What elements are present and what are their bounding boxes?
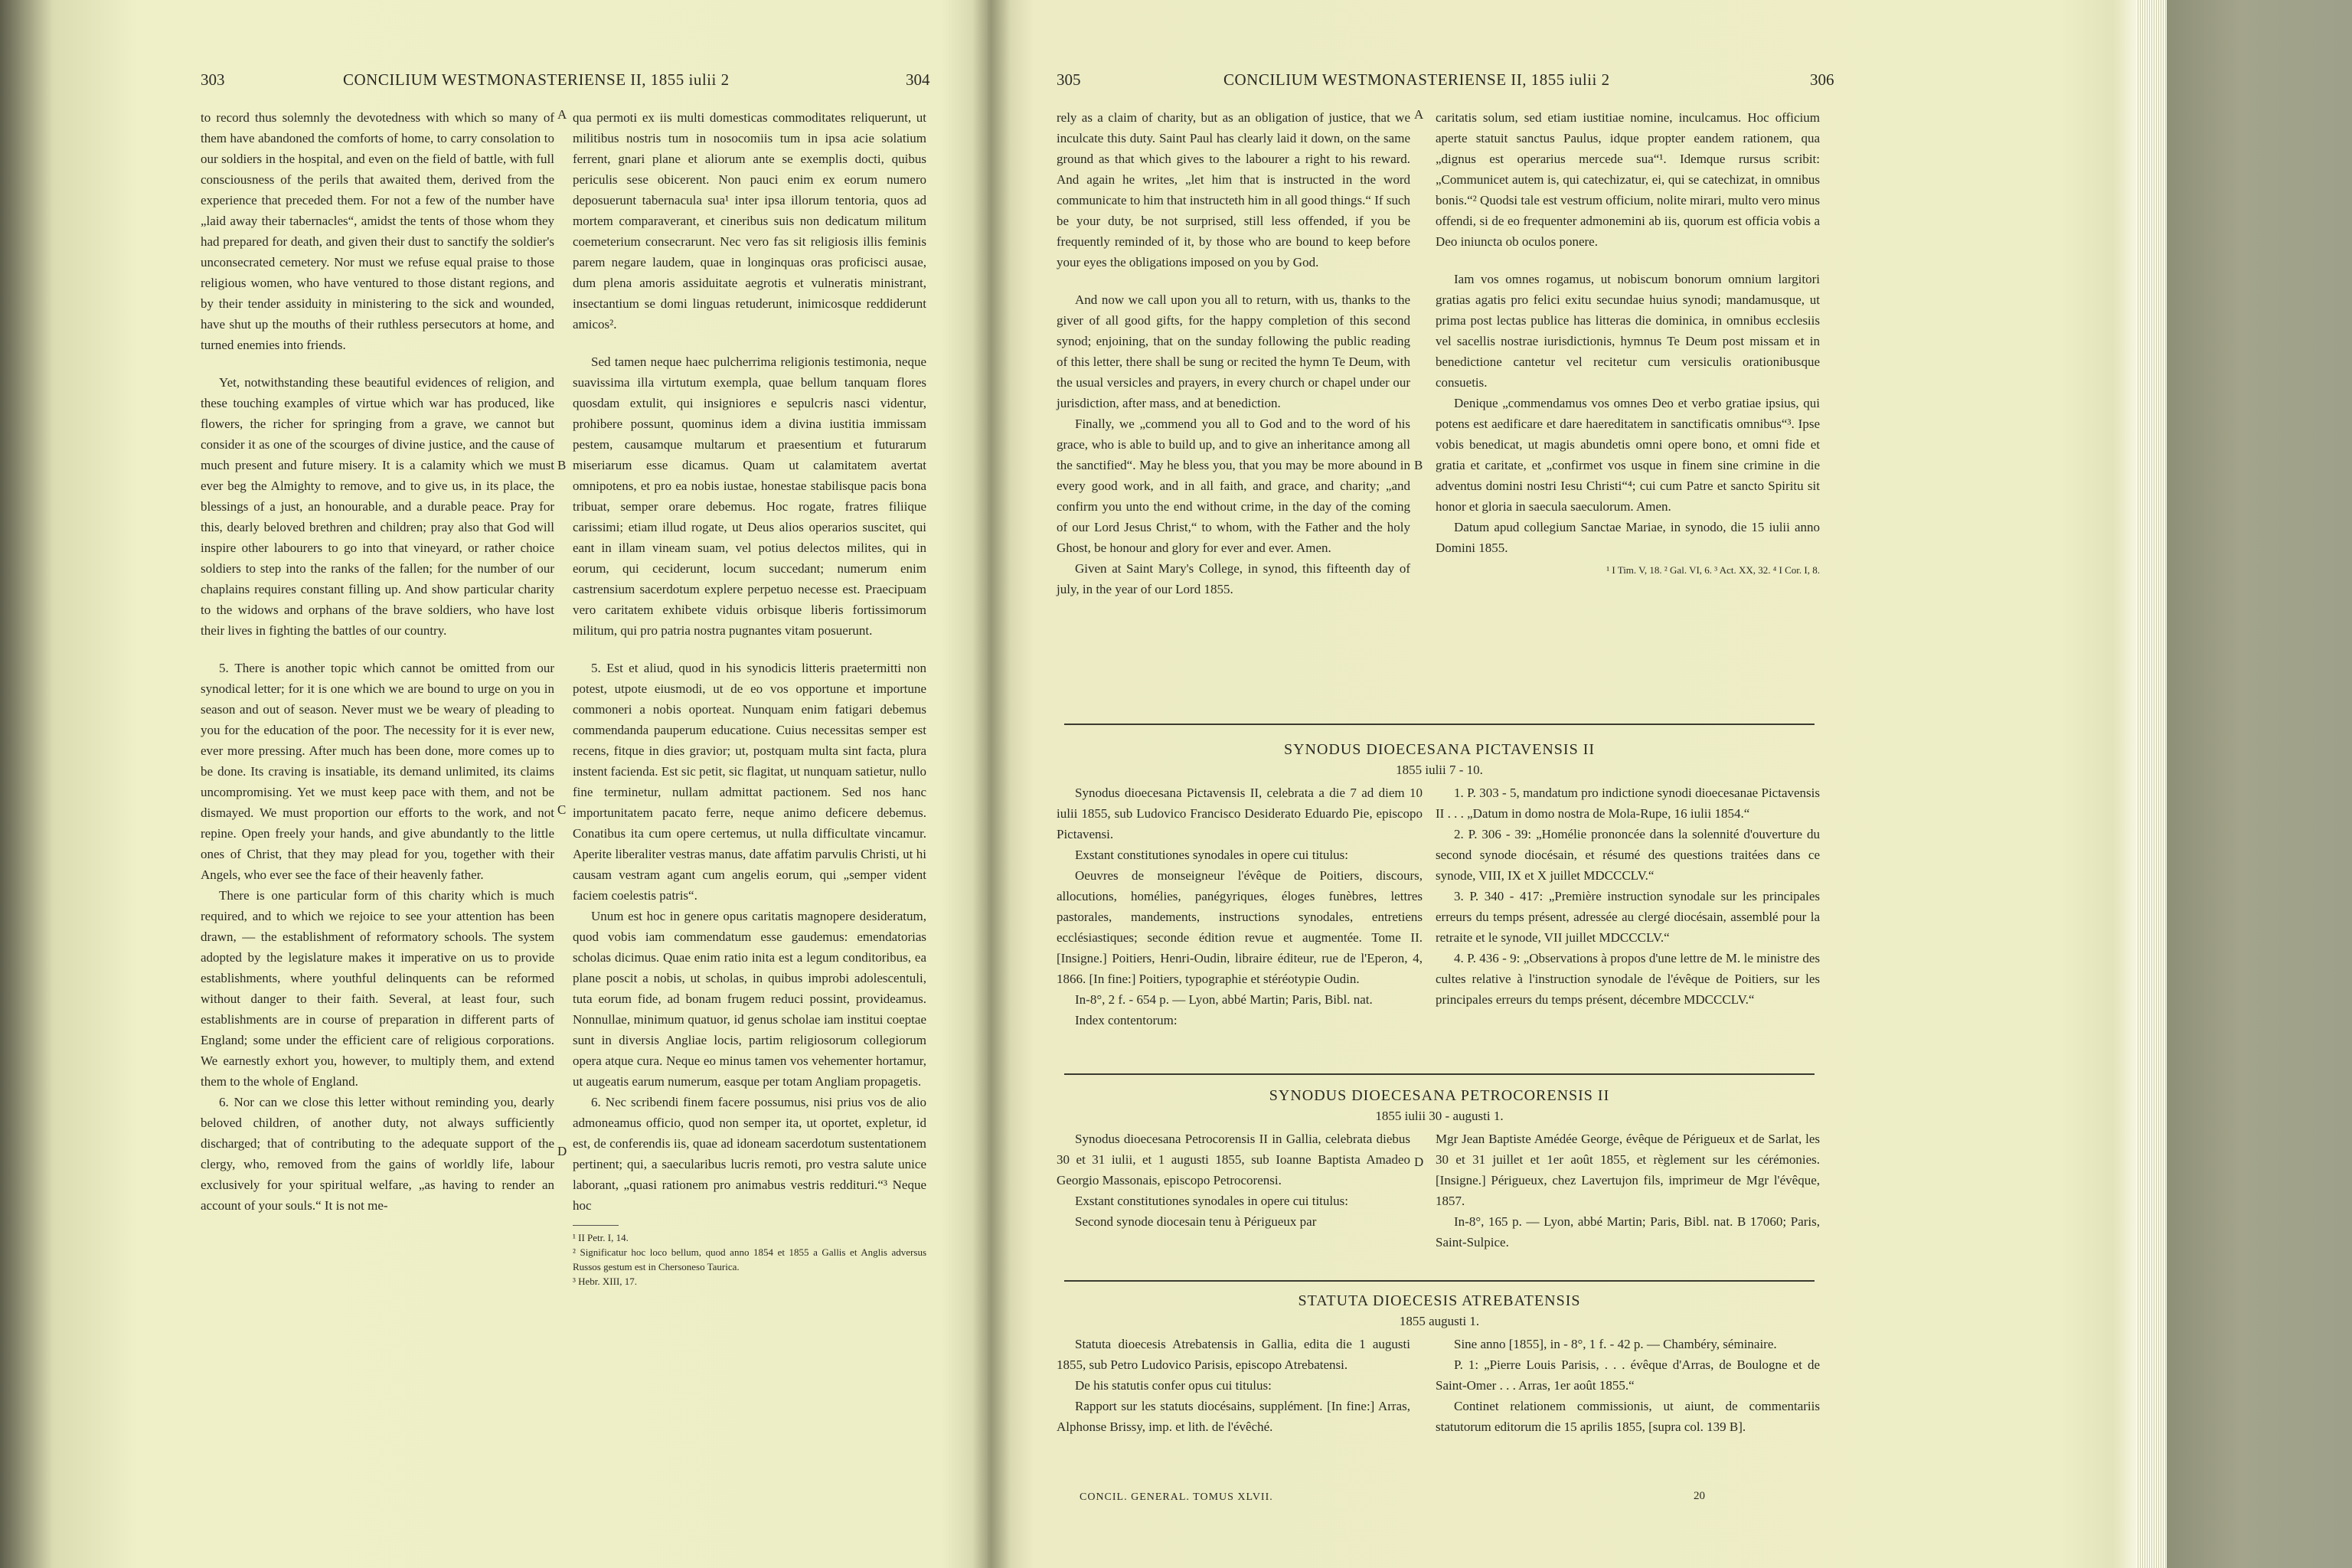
signature-mark: CONCIL. GENERAL. TOMUS XLVII. [1080,1491,1273,1503]
section-rule [1064,724,1815,725]
margin-marker-a: A [1414,107,1424,122]
paragraph: 5. Est et aliud, quod in his synodicis litteris praetermitti non potest, utpote eiusmodi, ut de eo vos opportune et importune commoneri a nobis oporteat. Nunquam enim fatigari debemus commendanda pauperum educatione. Cuius necessitas semper est recens, fitque in dies gravior; ut, postquam multa sint facta, plura instent facienda. Est sic petit, sic flagitat, ut nunquam satietur, nullo fine terminetur, nullam admittat pactionem. Sed nos hanc importunitatem pacato ferre, neque animo deficere debemus. Conatibus ita cum opere certemus, ut nulla difficultate vincamur. Aperite liberaliter vestras manus, date affatim parvulis Christi, ut hi causam vestram agant cum angelis eorum, qui „semper vident faciem coelestis patris“. [573,661,926,903]
paragraph: 1. P. 303 - 5, mandatum pro indictione synodi dioecesanae Pictavensis II . . . „Datum in domo nostra de Mola-Rupe, 16 iulii 1854.“ [1436,786,1820,821]
paragraph: Given at Saint Mary's College, in synod, this fifteenth day of july, in the year of our Lord 1855. [1057,561,1410,596]
section-right-column [1436,782,1820,1010]
footnote: ³ Hebr. XIII, 17. [573,1276,638,1287]
running-head-left: CONCILIUM WESTMONASTERIENSE II, 1855 iulii 2 [343,70,730,89]
paragraph: Statuta dioecesis Atrebatensis in Gallia, edita die 1 augusti 1855, sub Petro Ludovico Parisis, episcopo Atrebatensi. [1057,1337,1410,1372]
margin-marker-d: D [1414,1155,1424,1169]
paragraph: Exstant constitutiones synodales in opere cui titulus: [1075,848,1348,862]
paragraph: Exstant constitutiones synodales in opere cui titulus: [1075,1194,1348,1208]
book-gutter [972,0,1011,1568]
page-number-304: 304 [906,70,930,89]
footnote: ² Significatur hoc loco bellum, quod anno 1854 et 1855 a Gallis et Anglis adversus Russos gestum est in Chersoneso Taurica. [573,1246,926,1272]
section-left-column [1057,782,1423,1031]
section-rule [1064,1280,1815,1282]
margin-marker-a: A [557,107,567,122]
footnote-line: ¹ I Tim. V, 18. ² Gal. VI, 6. ³ Act. XX, 32. ⁴ I Cor. I, 8. [1606,564,1820,576]
paragraph: Sed tamen neque haec pulcherrima religionis testimonia, neque suavissima illa virtutum exempla, quae bellum tanquam flores quosdam extulit, qui insigniores e sepulcris nasci videntur, prohibere possunt, quominus idem a divina iustitia immissam pestem, causamque multarum et praesentium et futurarum miseriarum esse dicamus. Quam ut calamitatem avertat omnipotens, et pro ea nobis iustae, honestae stabilisque pacis bona tribuat, semper orare debemus. Hoc rogate, fratres filiique carissimi; etiam illud rogate, ut Deus alios operarios suscitet, qui eant in illam vineam suam, vel potius delectos milites, qui in eorum, qui ceciderunt, locum succedant; numerum enim castrensium sacerdotum explere perpetuo necesse est. Praecipuam vero caritatem exhibete viduis orbisque liberis fortissimorum militum, qui pro patria nostra pugnantes vitam posuerunt. [573,354,926,638]
paragraph: Index contentorum: [1075,1013,1178,1027]
paragraph: Yet, notwithstanding these beautiful evidences of religion, and these touching examples of virtue which war has produced, like flowers, the richer for springing from a grave, we cannot but consider it as one of the scourges of divine justice, and the cause of much present and future misery. It is a calamity which we must ever beg the Almighty to remove, and to give us, in its place, the blessings of a just, an honourable, and a durable peace. Pray for this, dearly beloved brethren and children; pray also that God will inspire other labourers to go into that vineyard, or rather choice soldiers to step into the ranks of the fallen; for the number of our chaplains requires constant filling up. And show particular charity to the widows and orphans of the brave soldiers, who have lost their lives in fighting the battles of our country. [201,375,554,638]
page-fore-edge [2136,0,2167,1568]
page-number-305: 305 [1057,70,1081,89]
footnote-rule [573,1216,619,1226]
section-title: SYNODUS DIOECESANA PICTAVENSIS II [1283,741,1596,758]
paragraph: 3. P. 340 - 417: „Première instruction synodale sur les principales erreurs du temps présent, adressée au clergé diocésain, assemblé pour la retraite et le synode, VII juillet MDCCCLV.“ [1436,889,1820,945]
paragraph: caritatis solum, sed etiam iustitiae nomine, inculcamus. Hoc officium aperte statuit sanctus Paulus, idque propter eandem rationem, qua „dignus est operarius mercede sua“¹. Idemque rursus scribit: „Communicet autem is, qui catechizatur, ei, qui se catechizat, in omnibus bonis.“² Quodsi tale est vestrum officium, nolite mirari, multo vero minus offendi, si de eo frequenter admonemini ab iis, quorum est officia vobis a Deo iniuncta ob oculos ponere. [1436,110,1820,249]
margin-marker-b: B [557,458,567,472]
signature-number: 20 [1694,1490,1705,1502]
section-right-column [1436,1334,1820,1437]
footnote: ¹ II Petr. I, 14. [573,1232,629,1243]
paragraph: Synodus dioecesana Petrocorensis II in Gallia, celebrata diebus 30 et 31 iulii, et 1 augusti 1855, sub Ioanne Baptista Amadeo Georgio Massonais, episcopo Petrocorensi. [1057,1132,1410,1187]
paragraph: 6. Nec scribendi finem facere possumus, nisi prius vos de alio admoneamus officio, quod non semper ita, ut oportet, expletur, id est, de conferendis iis, quae ad idoneam sacerdotum sustentationem pertinent; qui, a saecularibus lucris remoti, pro vestra salute unice laborant, „quasi rationem pro animabus vestris reddituri.“³ Neque hoc [573,1095,926,1213]
latin-column-left [573,107,926,1289]
paragraph: Datum apud collegium Sanctae Mariae, in synodo, die 15 iulii anno Domini 1855. [1436,520,1820,555]
paragraph: And now we call upon you all to return, with us, thanks to the giver of all good gifts, for the happy completion of this second synod; enjoining, that on the sunday following the public reading of this letter, there shall be sung or recited the hymn Te Deum, with the usual versicles and prayers, in every church or chapel under our jurisdiction, after mass, and at benediction. [1057,292,1410,410]
section-title: SYNODUS DIOECESANA PETROCORENSIS II [1269,1087,1610,1104]
paragraph: Rapport sur les statuts diocésains, supplément. [In fine:] Arras, Alphonse Brissy, imp. et lith. de l'évêché. [1057,1399,1410,1434]
paragraph: Continet relationem commissionis, ut aiunt, de commentariis statutorum editorum die 15 aprilis 1855, [supra col. 139 B]. [1436,1399,1820,1434]
section-rule [1064,1073,1815,1075]
paragraph: Synodus dioecesana Pictavensis II, celebrata a die 7 ad diem 10 iulii 1855, sub Ludovico Francisco Desiderato Eduardo Pie, episcopo Pictavensi. [1057,786,1423,841]
section-left-column [1057,1129,1410,1232]
paragraph: qua permoti ex iis multi domesticas commoditates reliquerunt, ut militibus nostris tum in nosocomiis tum in ipsa acie solatium ferrent, gnari plane et aliorum ante se exemplis docti, quibus periculis sese obicerent. Non pauci enim ex eorum numero deposuerunt tabernacula sua¹ inter ipsa illorum tentoria, quos ad mortem comparaverant, et cineribus suis non dedicatum militum coemeterium consecrarunt. Nec vero fas sit religiosis illis feminis parem negare laudem, quae in longinquas oras proficisci ausae, dum plena amoris assiduitate aegrotis et vulneratis ministrant, insectantium se domi linguas retuderunt, inimicosque reddiderunt amicos². [573,110,926,332]
paragraph: In-8°, 165 p. — Lyon, abbé Martin; Paris, Bibl. nat. B 17060; Paris, Saint-Sulpice. [1436,1214,1820,1250]
margin-marker-c: C [557,802,567,817]
paragraph: Sine anno [1855], in - 8°, 1 f. - 42 p. — Chambéry, séminaire. [1454,1337,1777,1351]
english-column-right [1057,107,1410,599]
paragraph: Finally, we „commend you all to God and to the word of his grace, who is able to build up, and to give an inheritance among all the sanctified“. May he bless you, that you may be more abound in every good work, and in all faith, and grace, and charity; „and confirm you unto the end without crime, in the day of the coming of our Lord Jesus Christ,“ to whom, with the Father and the holy Ghost, be honour and glory for ever and ever. Amen. [1057,416,1410,555]
paragraph: Oeuvres de monseigneur l'évêque de Poitiers, discours, allocutions, homélies, panégyriques, éloges funèbres, lettres pastorales, mandements, instructions synodales, entretiens ecclésiastiques; seconde édition revue et augmentée. Tome II. [Insigne.] Poitiers, Henri-Oudin, libraire éditeur, rue de l'Eperon, 4, 1866. [In fine:] Poitiers, typographie et stéréotypie Oudin. [1057,868,1423,986]
paragraph: Iam vos omnes rogamus, ut nobiscum bonorum omnium largitori gratias agatis pro felici exitu secundae huius synodi; mandamusque, ut prima post lectas publice has litteras die dominica, in omnibus ecclesiis vel sacellis nostrae iurisdictionis, hymnus Te Deum post missam et in benedictione cantetur vel recitetur cum versiculis orationibusque consuetis. [1436,272,1820,390]
paragraph: to record thus solemnly the devotedness with which so many of them have abandoned the comforts of home, to carry consolation to our soldiers in the hospital, and even on the field of battle, with full consciousness of the perils that awaited them, derived from the experience that preceded them. For not a few of the number have „laid away their tabernacles“, amidst the tents of those whom they had prepared for death, and given their dust to sanctify the soldier's unconsecrated cemetery. Nor must we refuse equal praise to those religious women, who have ventured to those distant regions, and by their tender assiduity in ministering to the sick and wounded, have shut up the mouths of their ruthless persecutors at home, and turned enemies into friends. [201,110,554,352]
margin-marker-d: D [557,1144,567,1158]
paragraph: There is one particular form of this charity which is much required, and to which we rejoice to see your attention has been drawn, — the establishment of reformatory schools. The system adopted by the legislature makes it imperative on us to provide establishments, where youthful delinquents can be reformed without danger to their faith. Several, at least four, such establishments are in course of preparation in different parts of England; some under the efficient care of religious corporations. We earnestly exhort you, however, to multiply them, and extend them to the whole of England. [201,888,554,1089]
paragraph: Second synode diocesain tenu à Périgueux par [1075,1214,1317,1229]
english-column-left [201,107,554,1216]
section-date: 1855 iulii 7 - 10. [1396,763,1483,777]
paragraph: Unum est hoc in genere opus caritatis magnopere desideratum, quod vobis iam commendatum esse gaudemus: emendatorias scholas dicimus. Quae enim ratio inita est a legum conditoribus, ea plane poscit a nobis, ut scholas, in quibus improbi adolescentuli, tuta eorum fide, ad bonam frugem reduci possint, provideamus. Nonnullae, minimum quatuor, id genus scholae iam institui coeptae sunt in diversis Angliae locis, partim religiosorum collegiorum opera atque cura. Neque eo minus tamen vos vehementer hortamur, ut augeatis earum numerum, easque per totam Angliam propagetis. [573,909,926,1089]
paragraph: Denique „commendamus vos omnes Deo et verbo gratiae ipsius, qui potens est aedificare et dare haereditatem in sanctificatis omnibus“³. Ipse vobis benedicat, ut magis abundetis omni opere bono, et omni fide et gratia et caritate, et „confirmet vos usque in finem sine crimine in die adventus domini nostri Iesu Christi“⁴; cui cum Patre et sancto Spiritu sit honor et gloria in saecula saeculorum. Amen. [1436,396,1820,514]
paragraph: P. 1: „Pierre Louis Parisis, . . . évêque d'Arras, de Boulogne et de Saint-Omer . . . Arras, 1er août 1855.“ [1436,1357,1820,1393]
section-left-column [1057,1334,1410,1437]
background-surface [2167,0,2352,1568]
section-date: 1855 iulii 30 - augusti 1. [1375,1109,1504,1123]
section-right-column [1436,1129,1820,1253]
right-page [988,0,2167,1568]
paragraph: 5. There is another topic which cannot be omitted from our synodical letter; for it is one which we are bound to urge on you in season and out of season. Never must we be weary of pleading to you for the education of the poor. The necessity for it is ever new, ever more pressing. After much has been done, more comes up to be done. Its craving is insatiable, its demand unlimited, its claims uncompromising. Yet we must keep pace with them, and not be dismayed. We must proportion our efforts to the work, and not repine. Open freely your hands, and give abundantly to the little ones of Christ, that they may plead for you, together with their Angels, who ever see the face of their heavenly father. [201,661,554,882]
page-number-306: 306 [1810,70,1834,89]
paragraph: 6. Nor can we close this letter without reminding you, dearly beloved children, of another duty, not always sufficiently discharged; that of contributing to the adequate support of the clergy, who, removed from the gains of worldly life, labour exclusively for your spiritual welfare, „as having to render an account of your souls.“ It is not me- [201,1095,554,1213]
paragraph: rely as a claim of charity, but as an obligation of justice, that we inculcate this duty. Saint Paul has clearly laid it down, on the same ground as that which gives to the labourer a right to his reward. And again he writes, „let him that is instructed in the word communicate to him that instructeth him in all good things.“ If such be your duty, be not surprised, still less offended, if you be frequently reminded of it, by those who are bound to keep before your eyes the obligations imposed on you by God. [1057,110,1410,270]
section-date: 1855 augusti 1. [1399,1314,1480,1328]
latin-column-right [1436,107,1820,577]
section-title: STATUTA DIOECESIS ATREBATENSIS [1298,1292,1581,1309]
left-page [0,0,988,1568]
paragraph: De his statutis confer opus cui titulus: [1075,1378,1272,1393]
running-head-right: CONCILIUM WESTMONASTERIENSE II, 1855 iulii 2 [1223,70,1610,89]
paragraph: 4. P. 436 - 9: „Observations à propos d'une lettre de M. le ministre des cultes relative à l'instruction synodale de l'évêque de Poitiers, sur les principales erreurs du temps présent, décembre MDCCCLV.“ [1436,951,1820,1007]
paragraph: 2. P. 306 - 39: „Homélie prononcée dans la solennité d'ouverture du second synode diocésain, et résumé des questions traitées dans ce synode, VIII, IX et X juillet MDCCCLV.“ [1436,827,1820,883]
paragraph: In-8°, 2 f. - 654 p. — Lyon, abbé Martin; Paris, Bibl. nat. [1075,992,1373,1007]
page-number-303: 303 [201,70,225,89]
margin-marker-b: B [1414,458,1423,472]
paragraph: Mgr Jean Baptiste Amédée George, évêque de Périgueux et de Sarlat, les 30 et 31 juillet et 1er août 1855, et règlement sur les cérémonies. [Insigne.] Périgueux, chez Lavertujon fils, imprimeur de Mgr l'évêque, 1857. [1436,1132,1820,1208]
